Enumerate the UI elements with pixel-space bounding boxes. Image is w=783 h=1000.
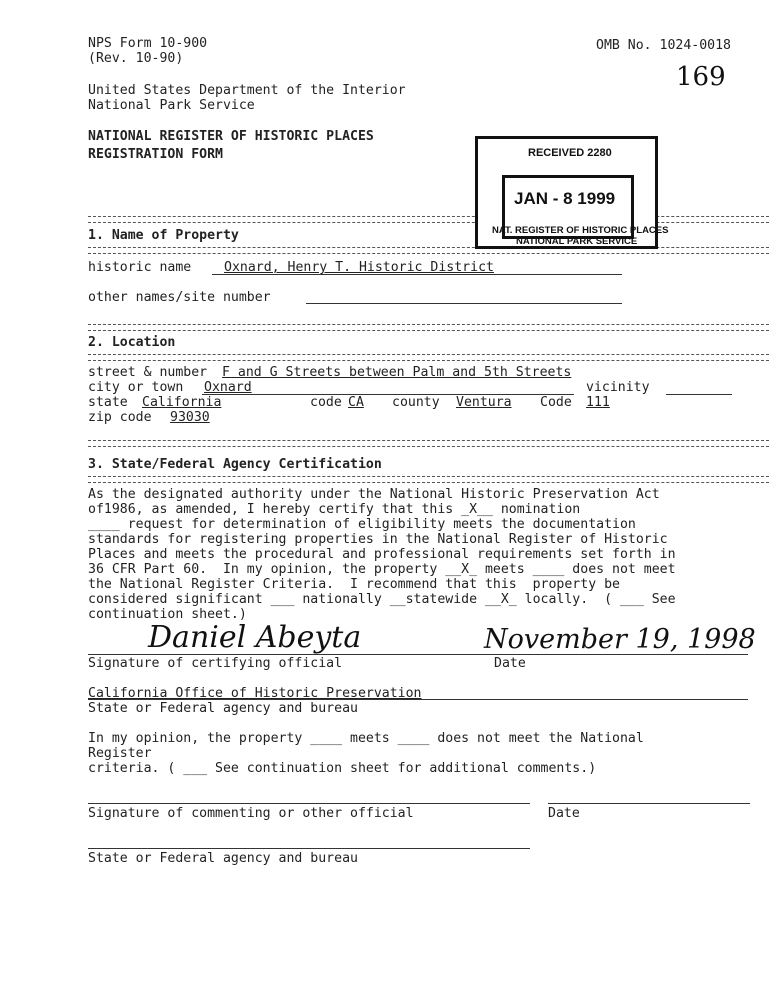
commenting-signature-label: Signature of commenting or other official [88, 806, 414, 821]
received-stamp [475, 136, 669, 249]
opinion-line: In my opinion, the property ____ meets ____ does not meet the National [88, 731, 644, 746]
section-divider [88, 440, 769, 447]
historic-name-label: historic name [88, 260, 192, 275]
street-label: street & number [88, 365, 208, 380]
commenting-signature-line [88, 803, 530, 804]
commenting-date-label: Date [548, 806, 580, 821]
city-line [202, 394, 574, 395]
section-divider [88, 247, 769, 254]
certification-line: the National Register Criteria. I recommend that this property be [88, 577, 620, 592]
code-value: CA [348, 395, 364, 410]
certification-line: ____ request for determination of eligibility meets the documentation [88, 517, 636, 532]
section3-heading: 3. State/Federal Agency Certification [88, 457, 382, 472]
date-label: Date [494, 656, 526, 671]
certification-line: As the designated authority under the National Historic Preservation Act [88, 487, 660, 502]
commenting-date-line [548, 803, 750, 804]
agency-value: California Office of Historic Preservation [88, 686, 422, 701]
street-value: F and G Streets between Palm and 5th Streets [222, 365, 572, 380]
county-value: Ventura [456, 395, 512, 410]
zip-value: 93030 [170, 410, 210, 425]
section1-heading: 1. Name of Property [88, 228, 239, 243]
section-divider [88, 216, 769, 223]
form-revision: (Rev. 10-90) [88, 51, 184, 66]
state-label: state [88, 395, 128, 410]
certification-line: Places and meets the procedural and professional requirements set forth in [88, 547, 676, 562]
code-label: code [310, 395, 342, 410]
handwritten-number: 169 [676, 62, 726, 92]
other-names-label: other names/site number [88, 290, 271, 305]
other-names-line [306, 303, 622, 304]
certification-line: 36 CFR Part 60. In my opinion, the property __X_ meets ____ does not meet [88, 562, 676, 577]
section2-heading: 2. Location [88, 335, 176, 350]
omb-number: OMB No. 1024-0018 [596, 38, 731, 53]
service: National Park Service [88, 98, 255, 113]
vicinity-label: vicinity [586, 380, 650, 395]
section-divider [88, 476, 769, 483]
city-value: Oxnard [204, 380, 252, 395]
section-divider [88, 324, 769, 331]
stamp-register: NAT. REGISTER OF HISTORIC PLACES [492, 225, 669, 236]
zip-label: zip code [88, 410, 152, 425]
county-label: county [392, 395, 440, 410]
stamp-date: JAN - 8 1999 [514, 189, 616, 208]
agency-label: State or Federal agency and bureau [88, 701, 358, 716]
state-value: California [142, 395, 222, 410]
opinion-line: Register [88, 746, 152, 761]
stamp-received: RECEIVED 2280 [528, 147, 612, 159]
signature-line [88, 654, 748, 655]
historic-name-value: Oxnard, Henry T. Historic District [224, 260, 494, 275]
agency2-line [88, 848, 530, 849]
certification-line: considered significant ___ nationally __statewide __X_ locally. ( ___ See [88, 592, 676, 607]
form-title: NATIONAL REGISTER OF HISTORIC PLACES [88, 129, 374, 144]
opinion-line: criteria. ( ___ See continuation sheet for additional comments.) [88, 761, 597, 776]
certification-line: standards for registering properties in the National Register of Historic [88, 532, 668, 547]
certification-line: continuation sheet.) [88, 607, 247, 622]
stamp-park-service: NATIONAL PARK SERVICE [516, 236, 638, 247]
agency-line [88, 699, 748, 700]
department: United States Department of the Interior [88, 83, 406, 98]
agency2-label: State or Federal agency and bureau [88, 851, 358, 866]
county-code-value: 111 [586, 395, 610, 410]
form-subtitle: REGISTRATION FORM [88, 147, 223, 162]
county-code-label: Code [540, 395, 572, 410]
section-divider [88, 354, 769, 361]
date-handwritten: November 19, 1998 [484, 624, 756, 655]
signature-handwritten: Daniel Abeyta [148, 620, 362, 655]
city-label: city or town [88, 380, 184, 395]
vicinity-line [666, 394, 732, 395]
certification-line: of1986, as amended, I hereby certify that this _X__ nomination [88, 502, 581, 517]
signature-label: Signature of certifying official [88, 656, 343, 671]
form-number: NPS Form 10-900 [88, 36, 208, 51]
